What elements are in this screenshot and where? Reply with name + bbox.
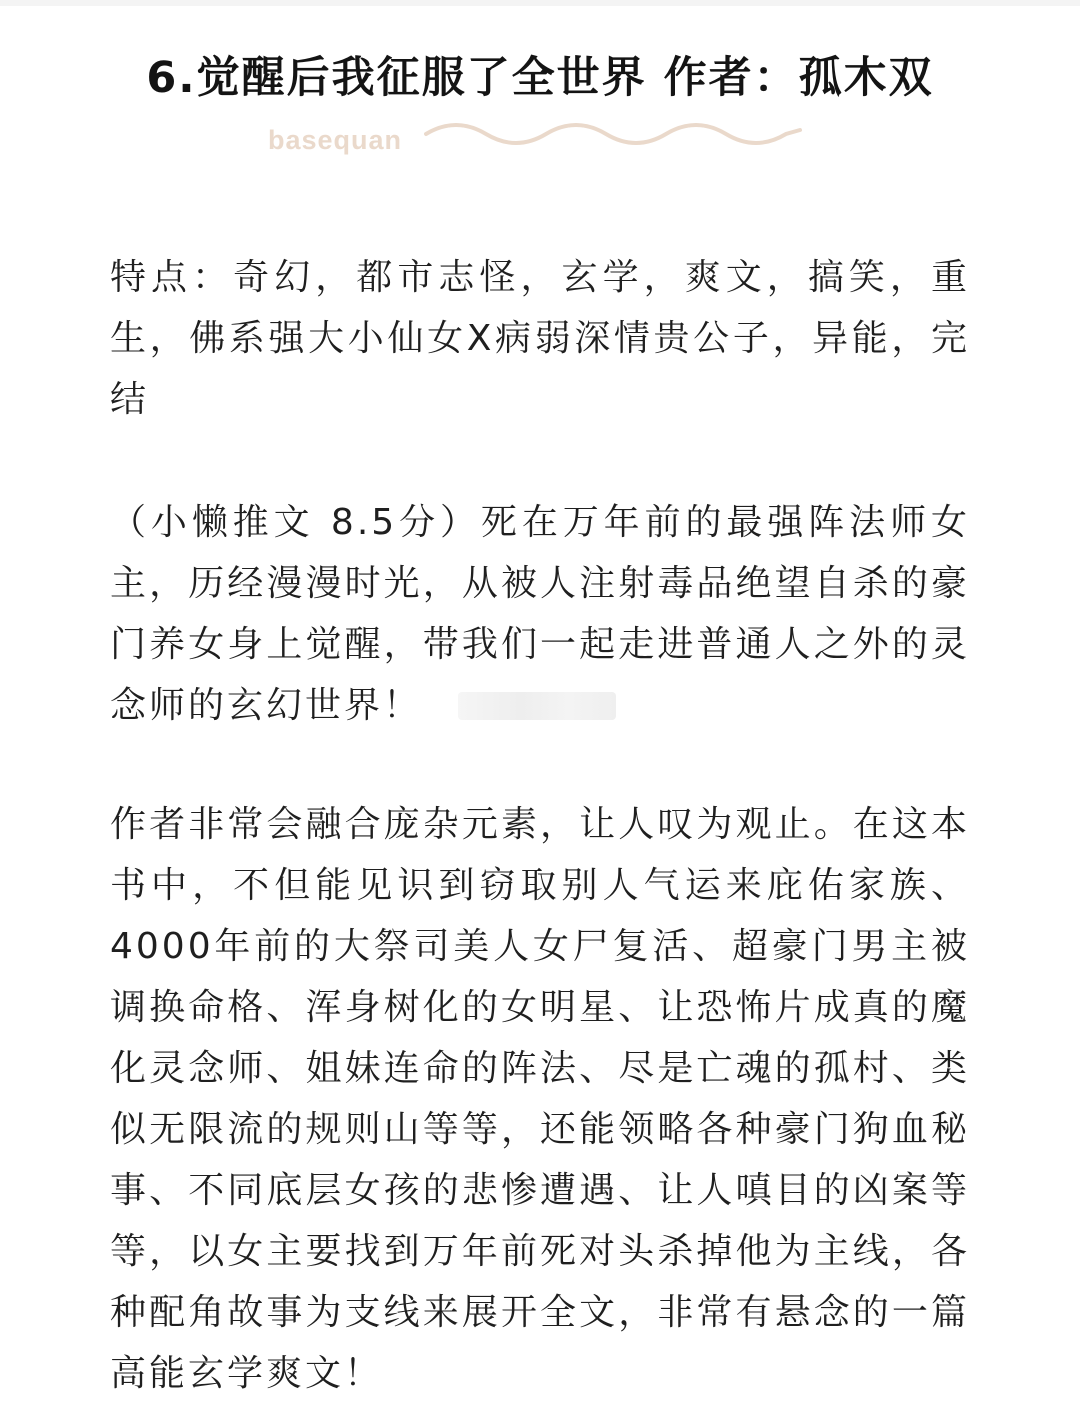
review-text: 作者非常会融合庞杂元素，让人叹为观止。在这本书中，不但能见识到窃取别人气运来庇佑家族、4000年前的大祭司美人女尸复活、超豪门男主被调换命格、浑身树化的女明星、让恐怖片成真的魔化灵念师、姐妹连命的阵法、尽是亡魂的孤村、类似无限流的规则山等等，还能领略各种豪门狗血秘事、不同底层女孩的悲惨遭遇、让人嗔目的凶案等等，以女主要找到万年前死对头杀掉他为主线，各种配角故事为支线来展开全文，非常有悬念的一篇高能玄学爽文！ [110,804,970,1394]
features-paragraph [110,247,970,430]
page-title: 6.觉醒后我征服了全世界 作者：孤木双 [146,53,934,103]
summary-text: （小懒推文 8.5分）死在万年前的最强阵法师女主，历经漫漫时光，从被人注射毒品绝望自杀的豪门养女身上觉醒，带我们一起走进普通人之外的灵念师的玄幻世界！ [110,502,970,726]
watermark [268,118,402,162]
watermark-text: basequan [268,124,403,155]
wave-decoration-icon [424,120,804,156]
blurred-sticker [458,692,616,720]
review-paragraph [110,794,970,1404]
top-divider [0,0,1080,6]
features-text: 特点：奇幻，都市志怪，玄学，爽文，搞笑，重生，佛系强大小仙女X病弱深情贵公子，异能，完结 [110,257,970,420]
